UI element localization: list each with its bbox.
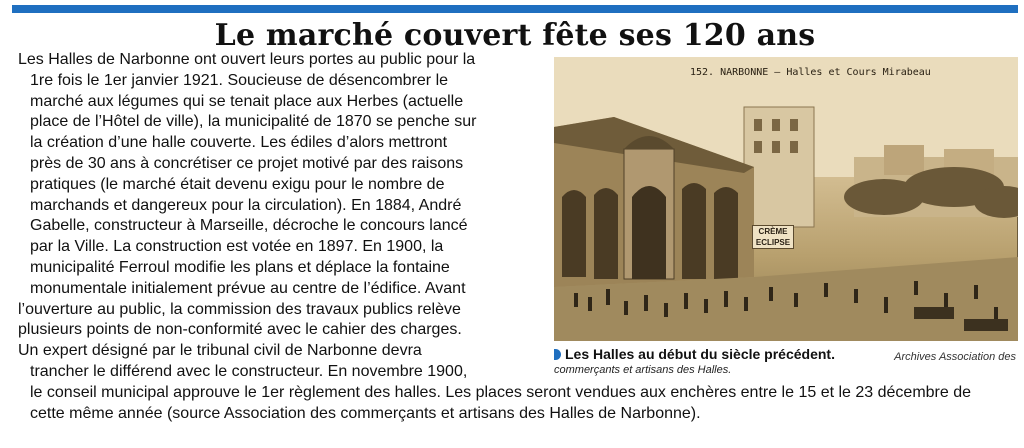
historic-photo	[554, 57, 1018, 341]
photo-credit: Archives Association des	[894, 351, 1016, 363]
body-line: près de 30 ans à concrétiser ce projet motivé par des raisons	[30, 154, 464, 172]
body-line: par la Ville. La construction est votée en 1897. En 1900, la	[30, 238, 444, 256]
photo-credit-continued: commerçants et artisans des Halles.	[554, 364, 732, 376]
body-line: marchands et dangereux pour la circulation). En 1884, André	[30, 196, 462, 214]
body-line: la création d’une halle couverte. Les édiles d’alors mettront	[30, 134, 448, 152]
body-line: cette même année (source Association des commerçants et artisans des Halles de Narbonne).	[30, 404, 701, 422]
body-line: pratiques (le marché était devenu exigu pour le nombre de	[30, 175, 445, 193]
body-line: Un expert désigné par le tribunal civil de Narbonne devra	[18, 342, 422, 360]
body-line: monumentale initialement prévue au centre de l’édifice. Avant	[30, 279, 466, 297]
body-line: Gabelle, constructeur à Marseille, décroche le concours lancé	[30, 217, 468, 235]
top-accent-bar	[12, 5, 1018, 13]
article-headline: Le marché couvert fête ses 120 ans	[214, 18, 816, 53]
body-line: l’ouverture au public, la commission des travaux publics relève	[18, 300, 461, 318]
body-line: le conseil municipal approuve le 1er règlement des halles. Les places seront vendues aux enchères entre le 15 et le 23 décembre de	[30, 383, 972, 401]
photo-caption	[554, 347, 1018, 378]
shop-sign-line: ECLIPSE	[755, 238, 791, 247]
caption-title: Les Halles au début du siècle précédent.	[565, 346, 835, 362]
halles-illustration	[554, 57, 1018, 341]
caption-marker-icon	[554, 349, 561, 360]
body-line: Les Halles de Narbonne ont ouvert leurs portes au public pour la	[18, 51, 476, 68]
body-line: marché aux légumes qui se tenait place aux Herbes (actuelle	[30, 92, 464, 110]
caption-row	[554, 347, 1018, 363]
postcard-caption: 152. NARBONNE — Halles et Cours Mirabeau	[690, 67, 931, 78]
body-line: 1re fois le 1er janvier 1921. Soucieuse de désencombrer le	[30, 71, 449, 89]
shop-sign-line: CRÈME	[758, 227, 788, 236]
shop-sign	[752, 225, 794, 249]
body-line: municipalité Ferroul modifie les plans et déplace la fontaine	[30, 258, 450, 276]
body-line: place de l’Hôtel de ville), la municipalité de 1870 se penche sur	[30, 113, 477, 131]
body-line: plusieurs points de non-conformité avec le cahier des charges.	[18, 321, 462, 339]
body-line: trancher le différend avec le constructeur. En novembre 1900,	[30, 362, 468, 380]
